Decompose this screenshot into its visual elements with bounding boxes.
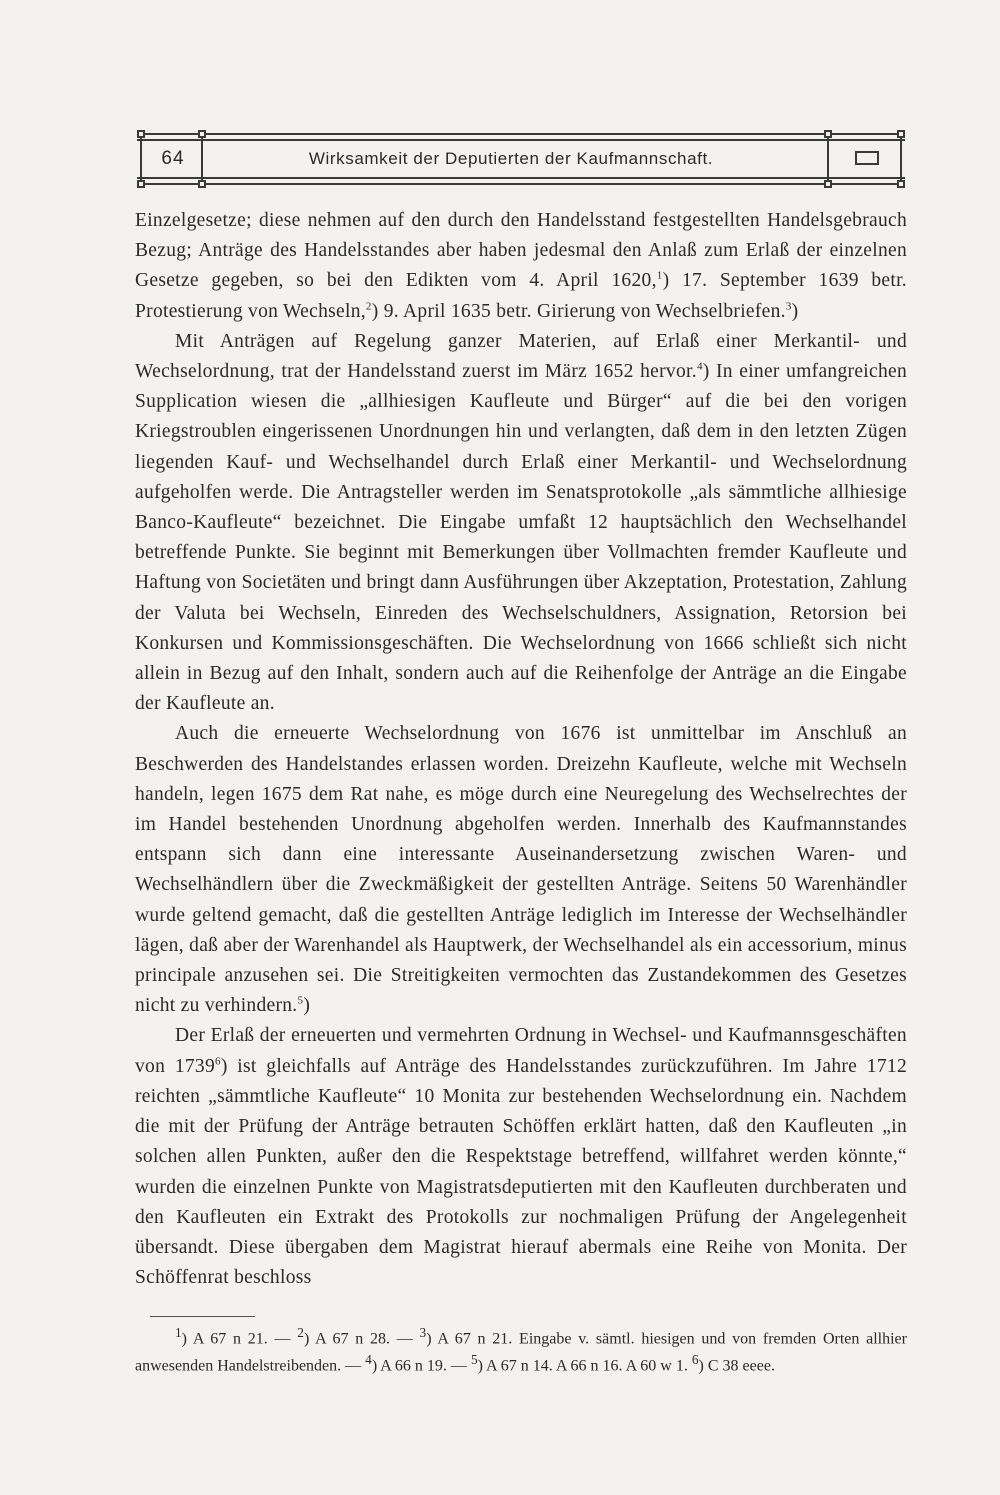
corner-ornament [897, 180, 905, 188]
footnote-reference: 6 [691, 1352, 699, 1368]
footnote-reference: 3 [785, 300, 792, 313]
text-run: Der Erlaß der erneuerten und vermehrten Ordnung in Wechsel- und Kaufmannsgeschäften von 1739 [135, 1025, 907, 1077]
corner-ornament [198, 180, 206, 188]
header-rule [137, 183, 905, 185]
text-run: ) A 66 n 19. — [371, 1357, 471, 1375]
text-run: ) A 67 n 28. — [303, 1330, 420, 1348]
corner-ornament [824, 180, 832, 188]
text-run: Mit Anträgen auf Regelung ganzer Materien, auf Erlaß einer Merkantil- und Wechselordnung, trat der Handelsstand zuerst im März 1652 hervor. [135, 330, 907, 383]
footnotes [135, 1322, 907, 1377]
corner-ornament [137, 180, 145, 188]
footnote-reference: 2 [297, 1325, 304, 1340]
footnote-reference: 4 [365, 1352, 372, 1368]
text-run: ) ist gleichfalls auf Anträge des Handelsstandes zurückzuführen. Im Jahre 1712 reichten „sämmtliche Kaufleute“ 10 Monita zur bestehenden Wechselordnung ein. Nachdem die mit der Prüfung der Anträge betrauten Schöffen erklärt hatten, daß den Kaufleuten „in solchen allen Punkten, außer den die Respektstage betreffend, willfahret werden könnte,“ wurden die einzelnen Punkte von Magistratsdeputierten mit den Kaufleuten durchberaten und den Kaufleuten ein Extrakt des Protokolls zur nochmaligen Prüfung der Angelegenheit übersandt. Diese übergaben dem Magistrat hierauf abermals eine Reihe von Monita. Der Schöffenrat beschloss [135, 1055, 907, 1289]
page-header [137, 130, 905, 188]
paragraph [135, 206, 907, 327]
footnote-reference: 3 [419, 1325, 427, 1340]
header-rule [137, 133, 905, 135]
header-rule [137, 177, 905, 179]
footnote-reference: 2 [365, 300, 372, 313]
footnote-reference: 1 [175, 1325, 182, 1340]
text-run: ) A 67 n 21. — [181, 1330, 298, 1348]
text-run: ) 9. April 1635 betr. Girierung von Wechselbriefen. [371, 300, 786, 322]
text-run: ) A 67 n 21. Eingabe v. sämtl. hiesigen und von fremden Orten allhier anwesenden Handelstreibenden. — [135, 1330, 907, 1375]
header-rule [137, 139, 905, 141]
footnote-reference: 5 [470, 1352, 478, 1368]
footnote-separator [150, 1316, 255, 1317]
corner-ornament [137, 130, 145, 138]
corner-ornament [824, 130, 832, 138]
paragraph [135, 327, 907, 720]
rectangle-ornament-icon [855, 151, 879, 165]
text-run: ) [303, 995, 311, 1017]
paragraph [135, 1021, 907, 1293]
text-run: ) In einer umfangreichen Supplication wiesen die „allhiesigen Kaufleute und Bürger“ auf die bei den vorigen Kriegstroublen eingerissenen Unordnungen hin und verlangten, daß dem in den letzten Zügen liegenden Kauf- und Wechselhandel durch Erlaß einer Merkantil- und Wechselordnung aufgeholfen werde. Die Antragsteller werden im Senatsprotokolle „als sämmtliche allhiesige Banco-Kaufleute“ bezeichnet. Die Eingabe umfaßt 12 hauptsächlich den Wechselhandel betreffende Punkte. Sie beginnt mit Bemerkungen über Vollmachten fremder Kaufleute und Haftung von Societäten und bringt dann Ausführungen über Akzeptation, Protestation, Zahlung der Valuta bei Wechseln, Einreden des Wechselschuldners, Assignation, Retorsion bei Konkursen und Kommissionsgeschäften. Die Wechselordnung von 1666 schließt sich nicht allein in Bezug auf den Inhalt, sondern auch auf die Reihenfolge der Anträge an die Eingabe der Kaufleute an. [135, 361, 908, 715]
footnote-reference: 6 [215, 1055, 221, 1068]
footnote-reference: 4 [696, 360, 703, 373]
text-run: Auch die erneuerte Wechselordnung von 1676 ist unmittelbar im Anschluß an Beschwerden des Handelstandes erlassen worden. Dreizehn Kaufleute, welche mit Wechseln handeln, legen 1675 dem Rat nahe, es möge durch eine Neuregelung des Wechselrechtes der im Handel bestehenden Unordnung abgeholfen werden. Innerhalb des Kaufmannstandes entspann sich dann eine interessante Auseinandersetzung zwischen Waren- und Wechselhändlern über die Zweckmäßigkeit der gestellten Anträge. Seitens 50 Warenhändler wurde geltend gemacht, daß die gestellten Anträge lediglich im Interesse der Wechselhändler lägen, daß aber der Warenhandel als Hauptwerk, der Wechselhandel als ein accessorium, minus principale anzusehen sei. Die Streitigkeiten vermochten das Zustandekommen des Gesetzes nicht zu verhindern. [135, 723, 907, 1017]
page-number: 64 [161, 148, 185, 169]
footnote-reference: 5 [297, 994, 304, 1007]
text-run: ) C 38 eeee. [698, 1357, 775, 1375]
text-run: Einzelgesetze; diese nehmen auf den durch den Handelsstand festgestellten Handelsgebrauch Bezug; Anträge des Handelsstandes aber haben jedesmal den Anlaß zum Erlaß der einzelnen Gesetze gegeben, so bei den Edikten vom 4. April 1620, [135, 210, 907, 292]
corner-ornament [198, 130, 206, 138]
text-run: ) 17. September 1639 betr. Protestierung von Wechseln, [135, 270, 907, 322]
text-run: ) A 67 n 14. A 66 n 16. A 60 w 1. [477, 1357, 692, 1375]
body-text [135, 206, 907, 1293]
corner-ornament [897, 130, 905, 138]
footnote-reference: 1 [656, 269, 663, 282]
footnote-paragraph [135, 1322, 907, 1377]
running-title: Wirksamkeit der Deputierten der Kaufmannschaft. [308, 149, 714, 168]
text-run: ) [791, 300, 799, 322]
paragraph [135, 719, 907, 1021]
